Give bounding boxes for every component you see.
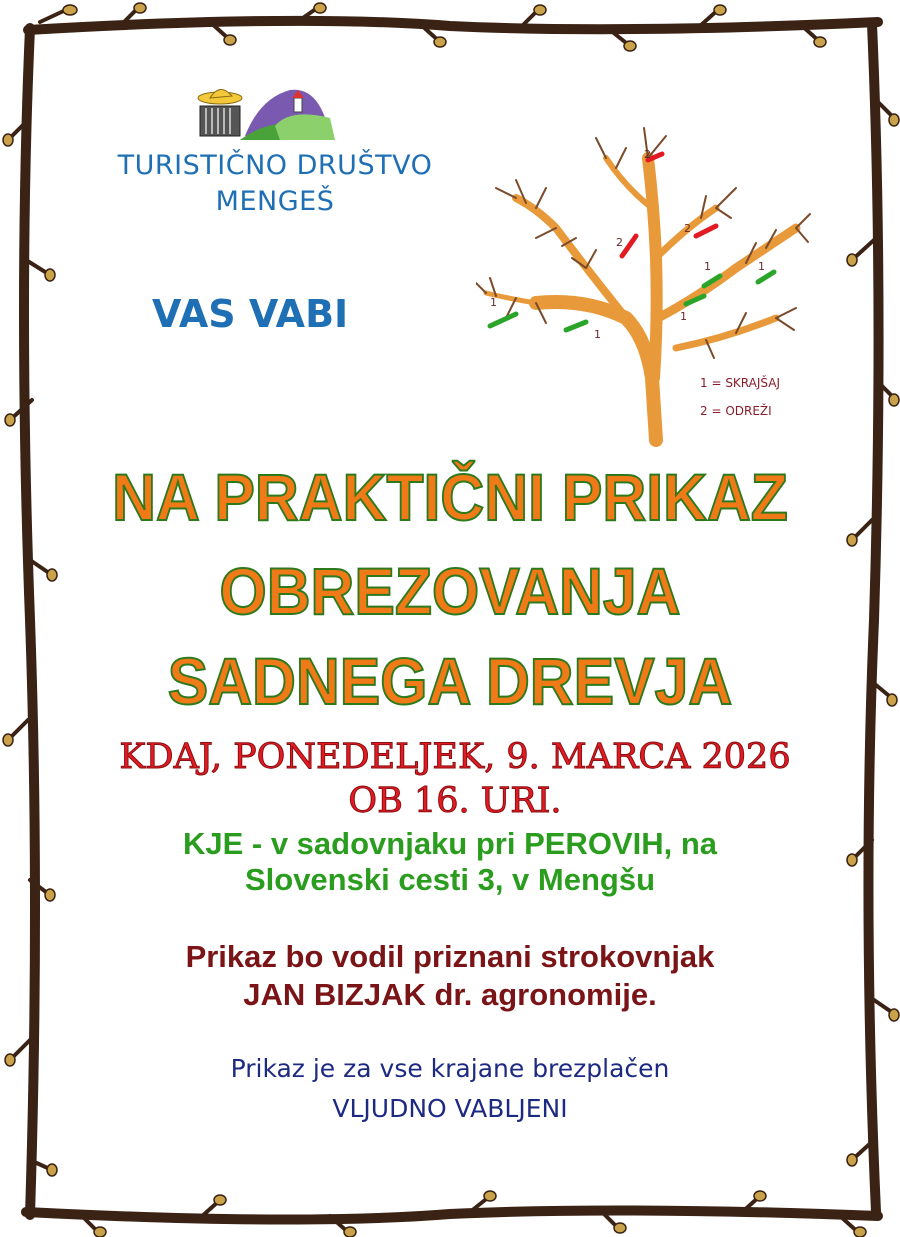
marker-1-right-mid: 1 <box>704 260 711 273</box>
accordion-hat-hills-logo <box>190 78 340 146</box>
tree-pruning-diagram <box>476 118 816 450</box>
legend-shorten: 1 = SKRAJŠAJ <box>700 376 780 390</box>
marker-2-top: 2 <box>644 148 651 161</box>
marker-1-right-low: 1 <box>680 310 687 323</box>
event-date: KDAJ, PONEDELJEK, 9. MARCA 2026 <box>119 737 791 777</box>
headline-line3: SADNEGA DREVJA <box>167 644 733 718</box>
marker-1-right-high: 1 <box>758 260 765 273</box>
headline-line1: NA PRAKTIČNI PRIKAZ <box>112 460 788 534</box>
event-location-line2: Slovenski cesti 3, v Mengšu <box>244 862 656 897</box>
expert-line2: JAN BIZJAK dr. agronomije. <box>243 977 657 1012</box>
organization-name <box>95 148 455 220</box>
headline-line2: OBREZOVANJA <box>219 554 681 628</box>
organization-line1: TURISTIČNO DRUŠTVO <box>117 150 433 181</box>
legend-cut: 2 = ODREŽI <box>700 404 772 418</box>
invite-text: VAS VABI <box>152 292 349 336</box>
welcome-note: VLJUDNO VABLJENI <box>332 1094 568 1123</box>
marker-1-center: 1 <box>594 328 601 341</box>
event-time: OB 16. URI. <box>348 781 562 821</box>
marker-1-left: 1 <box>490 296 497 309</box>
free-admission-note: Prikaz je za vse krajane brezplačen <box>230 1054 670 1083</box>
marker-2-right: 2 <box>684 222 691 235</box>
organization-line2: MENGEŠ <box>215 186 335 217</box>
expert-line1: Prikaz bo vodil priznani strokovnjak <box>185 939 715 974</box>
marker-2-left: 2 <box>616 236 623 249</box>
event-location-line1: KJE - v sadovnjaku pri PEROVIH, na <box>182 826 718 861</box>
